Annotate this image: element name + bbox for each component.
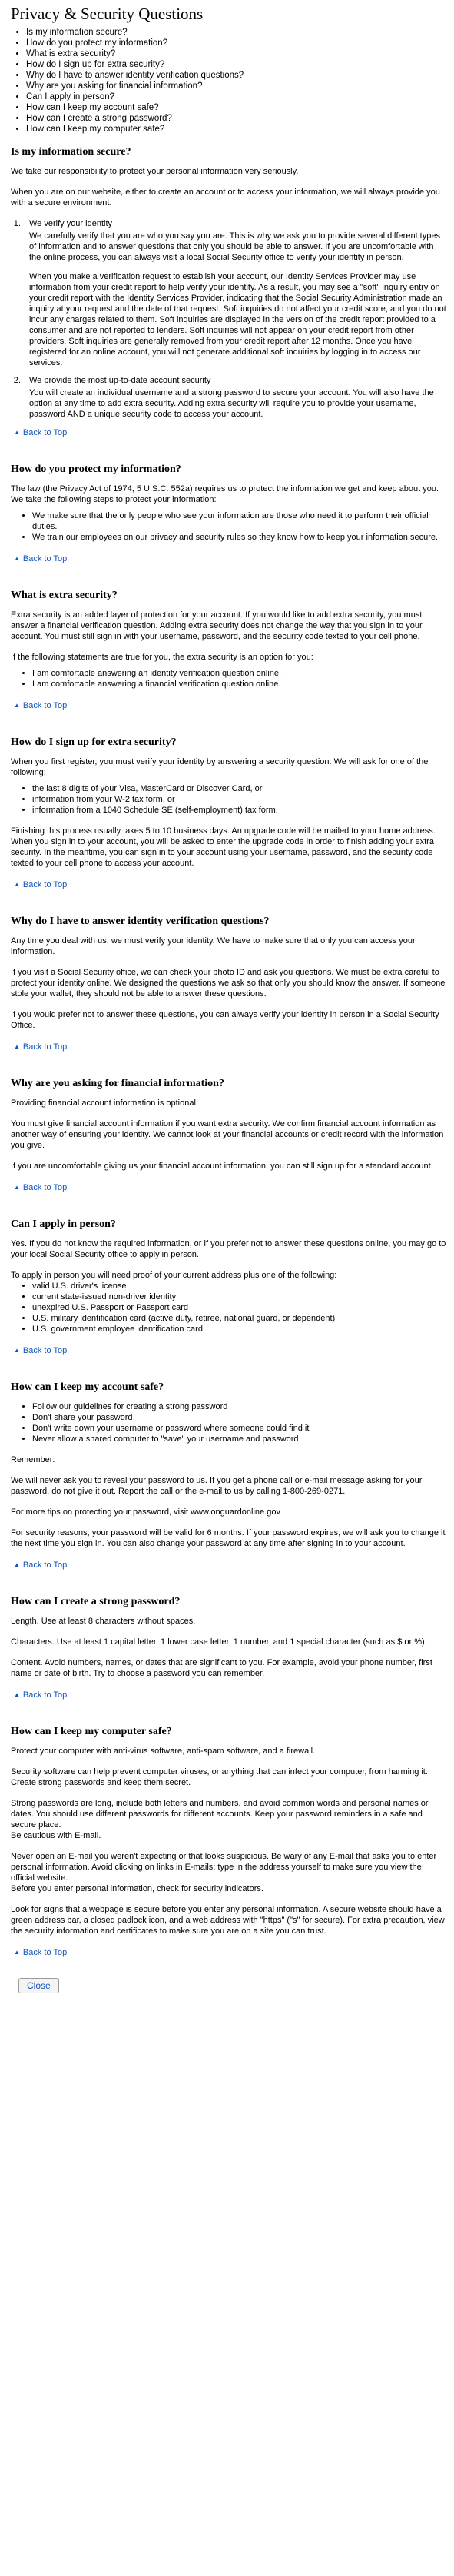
bullet-list bbox=[11, 510, 446, 543]
up-arrow-icon: ▲ bbox=[14, 1043, 20, 1050]
toc-link[interactable]: How can I create a strong password? bbox=[26, 114, 172, 123]
paragraph: If you are uncomfortable giving us your financial account information, you can still sign up for a standard account. bbox=[11, 1162, 433, 1171]
text: Be cautious with E-mail. bbox=[11, 1831, 101, 1840]
paragraph: When you first register, you must verify your identity by answering a security question. We will ask for one of the following: bbox=[11, 757, 429, 777]
paragraph: If the following statements are true for you, the extra security is an option for you: bbox=[11, 653, 313, 662]
footer bbox=[11, 1972, 446, 2003]
section-heading: Why do I have to answer identity verification questions? bbox=[11, 916, 270, 927]
paragraph: If you visit a Social Security office, we can check your photo ID and ask you questions. We must be extra careful to protect your identity online. We designed the questions we ask so that only you should know the answer. If someone stole your wallet, they should not be able to answer these questions. bbox=[11, 968, 446, 999]
bullet-list bbox=[11, 668, 446, 690]
paragraph: If you would prefer not to answer these questions, you can always verify your identity in person in a Social Security Office. bbox=[11, 1010, 439, 1030]
toc-link[interactable]: Why are you asking for financial information? bbox=[26, 81, 203, 91]
back-to-top-link[interactable] bbox=[14, 1182, 67, 1193]
toc-link[interactable]: Why do I have to answer identity verification questions? bbox=[26, 71, 244, 80]
list-item: • valid U.S. driver's license bbox=[32, 1281, 446, 1291]
up-arrow-icon: ▲ bbox=[14, 1561, 20, 1568]
section-keep-computer-safe bbox=[11, 1725, 446, 1972]
back-to-top-label: Back to Top bbox=[22, 880, 68, 889]
paragraph: Finishing this process usually takes 5 to 10 business days. An upgrade code will be mailed to your home address. When you sign in to your account, you will be asked to enter the upgrade code in order to finish adding your extra security. In the meantime, you can sign in to your account using your username, password, and the security code texted to your cell phone to access your account. bbox=[11, 826, 436, 868]
list-item: • unexpired U.S. Passport or Passport card bbox=[32, 1302, 446, 1313]
paragraph: You must give financial account information if you want extra security. We confirm financial account information as another way of ensuring your identity. We cannot look at your financial accounts or credit record with the information you give. bbox=[11, 1119, 444, 1150]
list-item: • U.S. government employee identification card bbox=[32, 1324, 446, 1335]
toc-link[interactable]: Is my information secure? bbox=[26, 28, 128, 37]
list-item: • I am comfortable answering a financial verification question online. bbox=[32, 679, 446, 690]
back-to-top-label: Back to Top bbox=[22, 428, 68, 437]
paragraph: Protect your computer with anti-virus software, anti-spam software, and a firewall. bbox=[11, 1747, 316, 1756]
back-to-top-label: Back to Top bbox=[22, 1690, 68, 1700]
back-to-top-label: Back to Top bbox=[22, 1561, 68, 1570]
section-heading: Is my information secure? bbox=[11, 146, 131, 158]
section-strong-password bbox=[11, 1595, 446, 1714]
paragraph bbox=[11, 1798, 446, 1841]
back-to-top-label: Back to Top bbox=[22, 1346, 68, 1355]
toc-item[interactable] bbox=[26, 113, 446, 124]
list-item: • information from your W-2 tax form, or bbox=[32, 794, 446, 805]
text: Security software can help prevent computer viruses, or anything that can infect your computer, from harming it. bbox=[11, 1767, 428, 1777]
section-apply-in-person bbox=[11, 1218, 446, 1370]
paragraph: You will create an individual username and a strong password to secure your account. You will also have the option at any time to add extra security. Adding extra security will require you to provide your username, password AND a unique security code to access your account. bbox=[29, 388, 434, 419]
back-to-top-label: Back to Top bbox=[22, 1183, 68, 1192]
up-arrow-icon: ▲ bbox=[14, 1184, 20, 1191]
toc-item[interactable] bbox=[26, 70, 446, 81]
paragraph: Length. Use at least 8 characters without spaces. bbox=[11, 1617, 196, 1626]
bullet-list bbox=[11, 783, 446, 816]
toc-link[interactable]: What is extra security? bbox=[26, 49, 116, 58]
bullet-list bbox=[11, 1401, 446, 1444]
paragraph: The law (the Privacy Act of 1974, 5 U.S.C. 552a) requires us to protect the information we get and keep about you. We take the following steps to protect your information: bbox=[11, 484, 439, 504]
paragraph: We take our responsibility to protect your personal information very seriously. bbox=[11, 167, 299, 176]
section-keep-account-safe bbox=[11, 1381, 446, 1584]
back-to-top-link[interactable] bbox=[14, 1345, 67, 1356]
section-heading: How can I keep my account safe? bbox=[11, 1381, 164, 1393]
toc-link[interactable]: How do I sign up for extra security? bbox=[26, 60, 165, 69]
paragraph: Remember: bbox=[11, 1455, 55, 1464]
section-heading: What is extra security? bbox=[11, 590, 118, 601]
list-item-title: 1. We verify your identity bbox=[29, 219, 113, 228]
list-item: • current state-issued non-driver identity bbox=[32, 1291, 446, 1302]
list-item bbox=[23, 218, 446, 368]
back-to-top-link[interactable] bbox=[14, 700, 67, 711]
up-arrow-icon: ▲ bbox=[14, 1949, 20, 1956]
toc-link[interactable]: How can I keep my account safe? bbox=[26, 103, 159, 112]
list-item: • U.S. military identification card (active duty, retiree, national guard, or dependent) bbox=[32, 1313, 446, 1324]
paragraph: For more tips on protecting your password, visit www.onguardonline.gov bbox=[11, 1507, 280, 1517]
section-identity-verification bbox=[11, 915, 446, 1066]
page-title: Privacy & Security Questions bbox=[11, 5, 204, 23]
list-item: • Follow our guidelines for creating a strong password bbox=[32, 1401, 446, 1412]
text: Before you enter personal information, check for security indicators. bbox=[11, 1884, 263, 1893]
numbered-list bbox=[11, 218, 446, 420]
toc-link[interactable]: Can I apply in person? bbox=[26, 92, 115, 101]
paragraph: Content. Avoid numbers, names, or dates that are significant to you. For example, avoid your phone number, first name or date of birth. Try to choose a password you can remember. bbox=[11, 1658, 432, 1678]
back-to-top-label: Back to Top bbox=[22, 1948, 68, 1957]
text: Strong passwords are long, include both letters and numbers, and avoid common words and personal names or dates. You should use different passwords for different accounts. Keep your password reminders in a safe and secure place. bbox=[11, 1799, 429, 1830]
close-button[interactable]: Close bbox=[18, 1978, 59, 1993]
table-of-contents bbox=[26, 27, 446, 135]
paragraph: For security reasons, your password will be valid for 6 months. If your password expires, we will ask you to change it the next time you sign in. You can also change your password at any time after signing in to your account. bbox=[11, 1528, 446, 1548]
paragraph: Characters. Use at least 1 capital letter, 1 lower case letter, 1 number, and 1 special character (such as $ or %). bbox=[11, 1637, 427, 1647]
toc-item[interactable] bbox=[26, 102, 446, 113]
section-sign-up-extra-security bbox=[11, 736, 446, 904]
list-item: • We make sure that the only people who see your information are those who need it to perform their official duties. bbox=[32, 510, 446, 532]
back-to-top-link[interactable] bbox=[14, 1947, 67, 1958]
back-to-top-link[interactable] bbox=[14, 1042, 67, 1052]
toc-item[interactable] bbox=[26, 48, 446, 59]
up-arrow-icon: ▲ bbox=[14, 881, 20, 888]
section-heading: Why are you asking for financial information? bbox=[11, 1078, 224, 1089]
section-information-secure bbox=[11, 145, 446, 452]
list-item: • We train our employees on our privacy and security rules so they know how to keep your information secure. bbox=[32, 532, 446, 543]
up-arrow-icon: ▲ bbox=[14, 1347, 20, 1354]
section-financial-information bbox=[11, 1077, 446, 1207]
paragraph bbox=[11, 1767, 446, 1788]
list-item bbox=[23, 375, 446, 420]
up-arrow-icon: ▲ bbox=[14, 555, 20, 562]
toc-item[interactable] bbox=[26, 27, 446, 38]
paragraph: We will never ask you to reveal your password to us. If you get a phone call or e-mail message asking for your password, do not give it out. Report the call or the e-mail to us by calling 1-800-269-0271. bbox=[11, 1476, 423, 1496]
section-heading: How can I keep my computer safe? bbox=[11, 1726, 172, 1737]
paragraph: Any time you deal with us, we must verify your identity. We have to make sure that only you can access your information. bbox=[11, 936, 416, 956]
toc-item[interactable] bbox=[26, 91, 446, 102]
up-arrow-icon: ▲ bbox=[14, 429, 20, 436]
paragraph: Yes. If you do not know the required information, or if you prefer not to answer these questions online, you may go to your local Social Security office to apply in person. bbox=[11, 1239, 446, 1259]
toc-item[interactable] bbox=[26, 38, 446, 48]
back-to-top-label: Back to Top bbox=[22, 554, 68, 563]
up-arrow-icon: ▲ bbox=[14, 702, 20, 709]
back-to-top-label: Back to Top bbox=[22, 1042, 68, 1052]
paragraph: Providing financial account information is optional. bbox=[11, 1099, 198, 1108]
list-item: • Don't share your password bbox=[32, 1412, 446, 1423]
text: Never open an E-mail you weren't expecting or that looks suspicious. Be wary of any E-mail that asks you to enter personal information. Avoid clicking on links in E-mails; type in the address yourself to make sure you view the official website. bbox=[11, 1852, 437, 1883]
toc-item[interactable] bbox=[26, 81, 446, 91]
section-extra-security bbox=[11, 589, 446, 725]
toc-item[interactable] bbox=[26, 59, 446, 70]
section-heading: How do I sign up for extra security? bbox=[11, 736, 177, 748]
section-heading: Can I apply in person? bbox=[11, 1218, 116, 1230]
paragraph bbox=[11, 1851, 446, 1894]
toc-item[interactable] bbox=[26, 124, 446, 135]
section-protect-information bbox=[11, 463, 446, 578]
list-item-title: 2. We provide the most up-to-date account security bbox=[29, 376, 211, 385]
list-item: • Never allow a shared computer to "save" your username and password bbox=[32, 1434, 446, 1444]
section-heading: How do you protect my information? bbox=[11, 464, 181, 475]
back-to-top-link[interactable] bbox=[14, 1690, 67, 1700]
toc-link[interactable]: How do you protect my information? bbox=[26, 38, 168, 48]
back-to-top-link[interactable] bbox=[14, 427, 67, 438]
paragraph: Look for signs that a webpage is secure before you enter any personal information. A secure website should have a green address bar, a closed padlock icon, and a web address with "https" ("s" for secure). For extra precaution, view the security information and certificates to make sure you are on a site you can trust. bbox=[11, 1905, 445, 1936]
list-item: • the last 8 digits of your Visa, MasterCard or Discover Card, or bbox=[32, 783, 446, 794]
toc-link[interactable]: How can I keep my computer safe? bbox=[26, 125, 165, 134]
paragraph: To apply in person you will need proof of your current address plus one of the following: bbox=[11, 1271, 337, 1280]
paragraph: We carefully verify that you are who you say you are. This is why we ask you to provide several different types of information and to answer questions that only you should be able to answer. If you are uncomfortable with the online process, you can always visit a local Social Security office to verify your identity in person. bbox=[29, 231, 440, 262]
back-to-top-link[interactable] bbox=[14, 879, 67, 890]
bullet-list bbox=[11, 1281, 446, 1335]
paragraph: Extra security is an added layer of protection for your account. If you would like to add extra security, you must answer a financial verification question. Adding extra security does not change the way that you sign in to your account. You must still sign in with your username, password, and the security code texted to your cell phone. bbox=[11, 610, 423, 641]
paragraph: When you make a verification request to establish your account, our Identity Services Provider may use information from your credit report to help verify your identity. As a result, you may see a "soft" inquiry entry on your credit report with the Identity Services Provider, indicating that the Social Security Administration made an inquiry at your request and the date of that request. Soft inquiries do not affect your credit score, and you do not incur any charges related to them. Soft inquiries are displayed in the version of the credit report provided to a consumer and are not reported to lenders. Soft inquiries will not appear on your credit report from other providers. Soft inquiries are generally removed from your credit report after 12 months. Once you have registered for an online account, you will not generate additional soft inquiries by logging in to access our services. bbox=[29, 272, 446, 367]
paragraph: When you are on our website, either to create an account or to access your information, we will always provide you with a secure environment. bbox=[11, 188, 440, 208]
section-heading: How can I create a strong password? bbox=[11, 1596, 181, 1607]
list-item: • I am comfortable answering an identity verification question online. bbox=[32, 668, 446, 679]
text: Create strong passwords and keep them secret. bbox=[11, 1778, 191, 1787]
back-to-top-link[interactable] bbox=[14, 553, 67, 564]
up-arrow-icon: ▲ bbox=[14, 1691, 20, 1698]
back-to-top-link[interactable] bbox=[14, 1560, 67, 1571]
list-item: • information from a 1040 Schedule SE (self-employment) tax form. bbox=[32, 805, 446, 816]
list-item: • Don't write down your username or password where someone could find it bbox=[32, 1423, 446, 1434]
back-to-top-label: Back to Top bbox=[22, 701, 68, 710]
